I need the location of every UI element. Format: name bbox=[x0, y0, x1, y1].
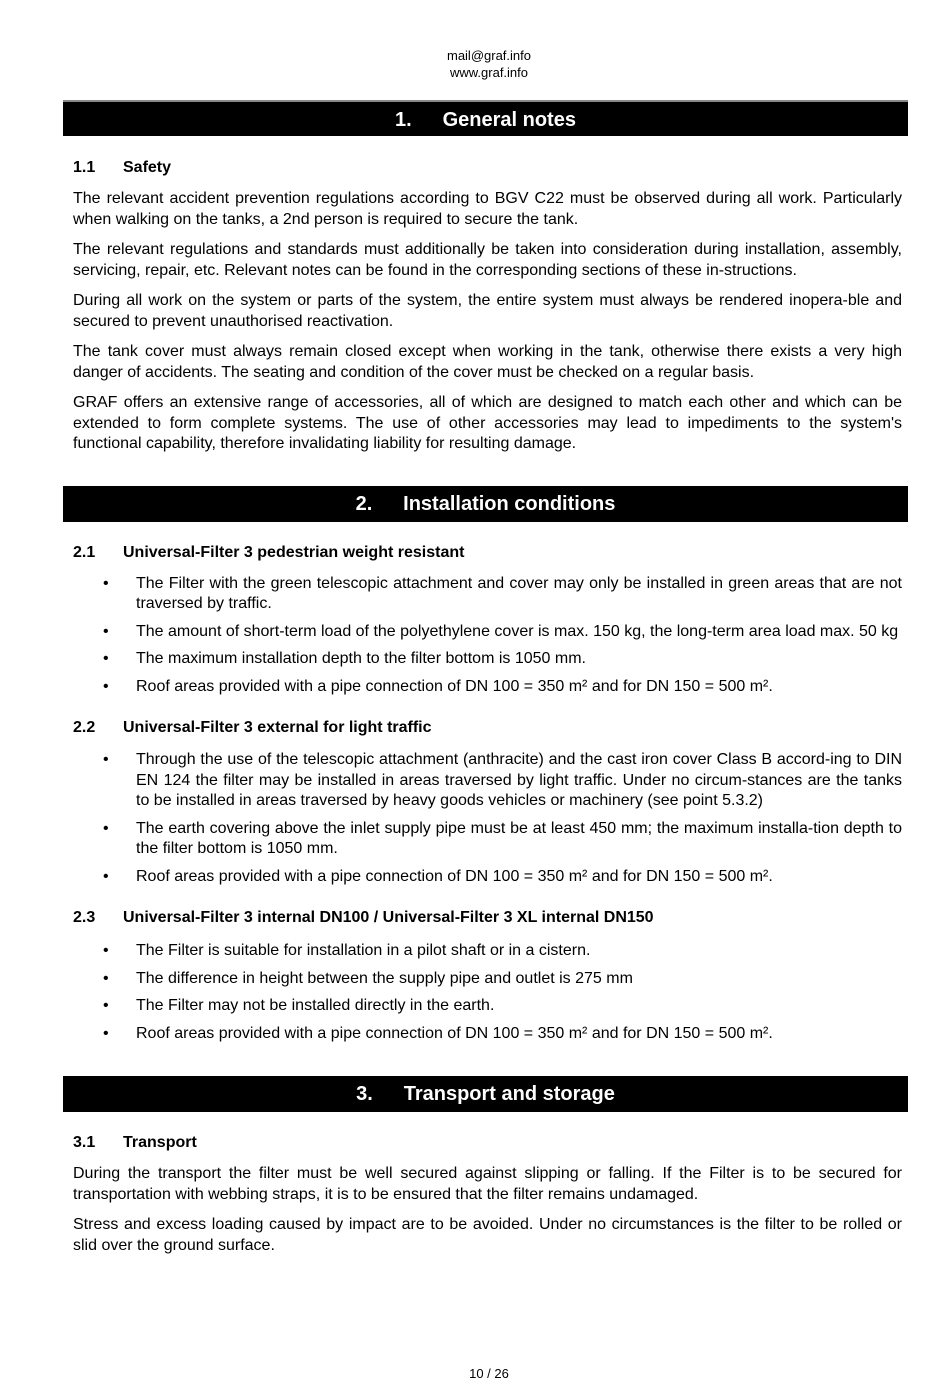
subsection-number: 2.2 bbox=[73, 719, 96, 736]
subsection-heading-internal bbox=[73, 908, 902, 928]
paragraph: During all work on the system or parts of the system, the entire system must always be rendered inopera-ble and secured to prevent unauthorised reactivation. bbox=[73, 292, 902, 330]
subsection-title: Transport bbox=[123, 1134, 197, 1151]
bullet-icon: • bbox=[103, 677, 109, 695]
page-number: 10 / 26 bbox=[469, 1366, 509, 1381]
paragraph: The relevant regulations and standards must additionally be taken into consideration during installation, assembly, servicing, repair, etc. Relevant notes can be found in the corresponding sections of these in-structions. bbox=[73, 241, 902, 279]
section-title: Installation conditions bbox=[403, 492, 616, 515]
list-item bbox=[73, 622, 902, 643]
section-number: 3. bbox=[356, 1083, 373, 1105]
subsection-heading-pedestrian bbox=[73, 543, 902, 563]
list-item-text: Roof areas provided with a pipe connection of DN 100 = 350 m² and for DN 150 = 500 m². bbox=[136, 867, 773, 885]
list-item-text: The difference in height between the supply pipe and outlet is 275 mm bbox=[136, 969, 633, 987]
section-heading-transport-storage bbox=[63, 1076, 908, 1112]
section-title: General notes bbox=[442, 109, 576, 131]
bullet-icon: • bbox=[103, 622, 109, 640]
subsection-number: 2.3 bbox=[73, 909, 96, 926]
bullet-icon: • bbox=[103, 751, 109, 768]
bullet-list bbox=[73, 750, 902, 887]
section-number: 1. bbox=[395, 109, 412, 131]
list-item-text: The Filter with the green telescopic attachment and cover may only be installed in green areas that are not traversed by traffic. bbox=[136, 574, 902, 612]
list-item bbox=[73, 867, 902, 888]
section-number: 2. bbox=[355, 492, 373, 515]
header-website: www.graf.info bbox=[449, 65, 529, 80]
section-title: Transport and storage bbox=[403, 1083, 615, 1105]
section-heading-general-notes bbox=[63, 100, 908, 136]
section-heading-installation-conditions bbox=[63, 486, 908, 522]
subsection-number: 3.1 bbox=[73, 1134, 96, 1151]
bullet-icon: • bbox=[103, 1024, 109, 1042]
list-item bbox=[73, 574, 902, 615]
list-item-text: The amount of short-term load of the polyethylene cover is max. 150 kg, the long-term area load max. 50 kg bbox=[136, 622, 899, 640]
subsection-number: 2.1 bbox=[73, 543, 96, 561]
list-item bbox=[73, 941, 902, 962]
paragraph: The tank cover must always remain closed except when working in the tank, otherwise there exists a very high danger of accidents. The seating and condition of the cover must be checked on a regular basis. bbox=[73, 343, 902, 381]
bullet-icon: • bbox=[103, 819, 109, 837]
subsection-heading-transport bbox=[73, 1133, 902, 1153]
list-item bbox=[73, 649, 902, 670]
bullet-icon: • bbox=[103, 650, 109, 667]
list-item bbox=[73, 819, 902, 860]
bullet-list bbox=[73, 574, 902, 698]
paragraph: The relevant accident prevention regulations according to BGV C22 must be observed during all work. Particularly when walking on the tanks, a 2nd person is required to secure the tank. bbox=[73, 190, 902, 228]
paragraph: Stress and excess loading caused by impact are to be avoided. Under no circumstances is the filter to be rolled or slid over the ground surface. bbox=[73, 1216, 902, 1254]
list-item bbox=[73, 996, 902, 1017]
list-item-text: The earth covering above the inlet supply pipe must be at least 450 mm; the maximum installa-tion depth to the filter bottom is 1050 mm. bbox=[136, 819, 902, 857]
bullet-list bbox=[73, 941, 902, 1044]
list-item bbox=[73, 969, 902, 990]
paragraph: During the transport the filter must be well secured against slipping or falling. If the Filter is to be secured for transportation with webbing straps, it is to be ensured that the filter remains undamaged. bbox=[73, 1165, 902, 1203]
list-item bbox=[73, 677, 902, 698]
subsection-title: Safety bbox=[123, 159, 172, 176]
list-item-text: Through the use of the telescopic attachment (anthracite) and the cast iron cover Class B accord-ing to DIN EN 124 the filter may be installed in areas traversed by light traffic. Under no circum-stances are the tanks to be installed in areas traversed by heavy goods vehicles or machinery (see point 5.3.2) bbox=[136, 751, 902, 809]
bullet-icon: • bbox=[103, 997, 109, 1014]
list-item-text: Roof areas provided with a pipe connection of DN 100 = 350 m² and for DN 150 = 500 m². bbox=[136, 677, 773, 695]
subsection-title: Universal-Filter 3 external for light traffic bbox=[123, 719, 432, 736]
list-item-text: The maximum installation depth to the filter bottom is 1050 mm. bbox=[136, 650, 586, 667]
bullet-icon: • bbox=[103, 942, 109, 959]
list-item bbox=[73, 1024, 902, 1045]
subsection-heading-safety bbox=[73, 158, 902, 178]
subsection-title: Universal-Filter 3 internal DN100 / Universal-Filter 3 XL internal DN150 bbox=[123, 909, 654, 926]
bullet-icon: • bbox=[103, 867, 109, 885]
list-item-text: The Filter is suitable for installation in a pilot shaft or in a cistern. bbox=[136, 942, 591, 959]
document-content bbox=[73, 100, 902, 1256]
bullet-icon: • bbox=[103, 969, 109, 987]
subsection-heading-light-traffic bbox=[73, 718, 902, 738]
paragraph: GRAF offers an extensive range of accessories, all of which are designed to match each other and which can be extended to form complete systems. The use of other accessories may lead to impediments to the system's functional capability, therefore invalidating liability for resulting damage. bbox=[73, 394, 902, 452]
subsection-title: Universal-Filter 3 pedestrian weight resistant bbox=[123, 543, 465, 561]
list-item bbox=[73, 750, 902, 812]
list-item-text: Roof areas provided with a pipe connection of DN 100 = 350 m² and for DN 150 = 500 m². bbox=[136, 1024, 773, 1042]
bullet-icon: • bbox=[103, 574, 109, 592]
subsection-number: 1.1 bbox=[73, 159, 96, 176]
header-contact bbox=[0, 47, 950, 81]
header-email: mail@graf.info bbox=[446, 48, 531, 63]
list-item-text: The Filter may not be installed directly in the earth. bbox=[136, 997, 495, 1014]
